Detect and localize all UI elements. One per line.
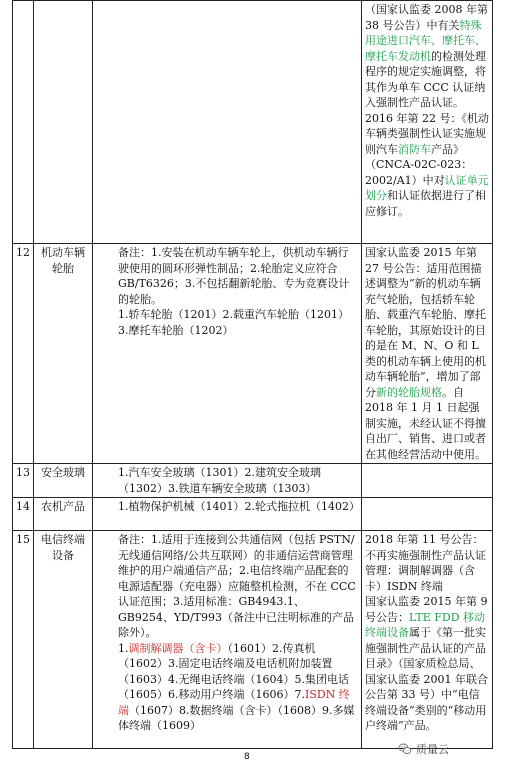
product-description-cell: [93, 531, 362, 749]
highlighted-text: 新的轮胎规格: [376, 385, 442, 399]
text-segment: 属于《第一批实施强制性产品认证的产品目录》（国家质检总局、国家认监委 2001 年联合公告第 33 号）中“电信终端设备”类别的“移动用户终端”产品。: [365, 626, 488, 732]
table-row-tyre: [13, 244, 493, 464]
notes-cell: [362, 531, 493, 749]
row-number-cell: 14: [13, 498, 34, 531]
text-segment: 产品》（CNCA-02C-023：2002/A1）中对: [365, 142, 473, 187]
product-name-cell: 安全玻璃: [34, 464, 93, 498]
product-name-cell: [34, 1, 93, 244]
product-description-cell: [93, 498, 362, 531]
wechat-icon: [398, 742, 412, 756]
text-segment: （国家认监委 2008 年第 38 号公告）中有关: [365, 3, 488, 32]
product-name-cell: 机动车辆轮胎: [34, 244, 93, 464]
table-row-telecom: [13, 531, 493, 749]
description-note: 备注：1.适用于连接到公共通信网（包括 PSTN/无线通信网络/公共互联网）的非通信运营商管理维护的用户端通信产品；2.电信终端产品配套的电源适配器（充电器）应随整机检测，不在 CCC 认证范围；3.适用标准：GB4943.1、GB9254、YD/T993（备注中已注明标准的产品除外）。: [118, 533, 356, 639]
certification-table: [12, 0, 493, 749]
notes-text: [365, 2, 489, 219]
text-segment: 2018 年第 11 号公告：不再实施强制性产品认证管理：调制解调器（含卡）ISDN 终端: [365, 533, 486, 593]
product-description-cell: [93, 1, 362, 244]
text-segment: 2016 年第 22 号：《机动车辆类强制性认证实施规则汽车: [365, 111, 489, 156]
notes-cell: [362, 464, 493, 498]
row-number-cell: 15: [13, 531, 34, 749]
highlighted-text: 消防车: [398, 142, 431, 156]
product-description-cell: [93, 464, 362, 498]
description-items: 1.植物保护机械（1401）2.轮式拖拉机（1402）: [118, 500, 360, 513]
notes-text: [365, 245, 489, 462]
text-segment: 国家认监委 2015 年第 27 号公告：适用范围描述调整为“新的机动车辆充气轮胎，包括轿车轮胎、载重汽车轮胎、摩托车轮胎，其原始设计的目的是在 M、N、O 和 L 类的机动车辆上使用的机动车辆轮胎”，增加了部分: [365, 246, 486, 399]
text-segment: 和认证依据进行了相应修订。: [365, 189, 486, 218]
watermark: [398, 741, 449, 757]
table-row-glass: [13, 464, 493, 498]
description-items: 1.汽车安全玻璃（1301）2.建筑安全玻璃（1302）3.铁道车辆安全玻璃（1303）: [118, 466, 321, 495]
description-items: 1.轿车轮胎（1201）2.载重汽车轮胎（1201）3.摩托车轮胎（1202）: [118, 308, 349, 337]
text-segment: 国家认监委 2015 年第 9 号公告：: [365, 595, 488, 624]
table-row-agri: [13, 498, 493, 531]
text-segment: （1607）8.数据终端（含卡）（1608）9.多媒体终端（1609）: [118, 703, 355, 732]
description-items: [96, 641, 358, 734]
text-segment: 1.: [118, 641, 129, 655]
description-note: 备注：1.安装在机动车辆车轮上，供机动车辆行驶使用的圆环形弹性制品；2.轮胎定义应符合 GB/T6326；3.不包括翻新轮胎、专为竞赛设计的轮胎。: [118, 246, 350, 306]
highlighted-text: 特殊用途进口汽车、摩托车、摩托车发动机: [365, 18, 486, 63]
text-segment: （1601）2.传真机（1602）3.固定电话终端及电话机附加装置（1603）4.无绳电话终端（1604）5.集团电话（1605）6.移动用户终端（1606）7.: [118, 641, 349, 701]
product-description-cell: [93, 244, 362, 464]
notes-cell: [362, 244, 493, 464]
product-name-cell: 电信终端设备: [34, 531, 93, 749]
highlighted-text: LTE FDD 移动终端设备: [365, 610, 486, 639]
page-number: 8: [244, 752, 250, 762]
highlighted-text: 调制解调器（含卡）: [128, 641, 228, 655]
notes-cell: [362, 498, 493, 531]
notes-text: [365, 532, 489, 734]
product-name-cell: 农机产品: [34, 498, 93, 531]
notes-cell: [362, 1, 493, 244]
row-number-cell: 12: [13, 244, 34, 464]
highlighted-text: ISDN 终端: [118, 688, 350, 717]
text-segment: 的检测处理程序的规定实施调整，将其作为单车 CCC 认证纳入强制性产品认证。: [365, 49, 486, 109]
watermark-label: 质量云: [416, 743, 449, 756]
row-number-cell: 13: [13, 464, 34, 498]
table-row-continued: [13, 1, 493, 244]
highlighted-text: 认证单元划分: [365, 173, 489, 202]
row-number-cell: [13, 1, 34, 244]
text-segment: 。自 2018 年 1 月 1 日起强制实施，未经认证不得擅自出厂、销售、进口或者在其他经营活动中使用。: [365, 385, 486, 461]
